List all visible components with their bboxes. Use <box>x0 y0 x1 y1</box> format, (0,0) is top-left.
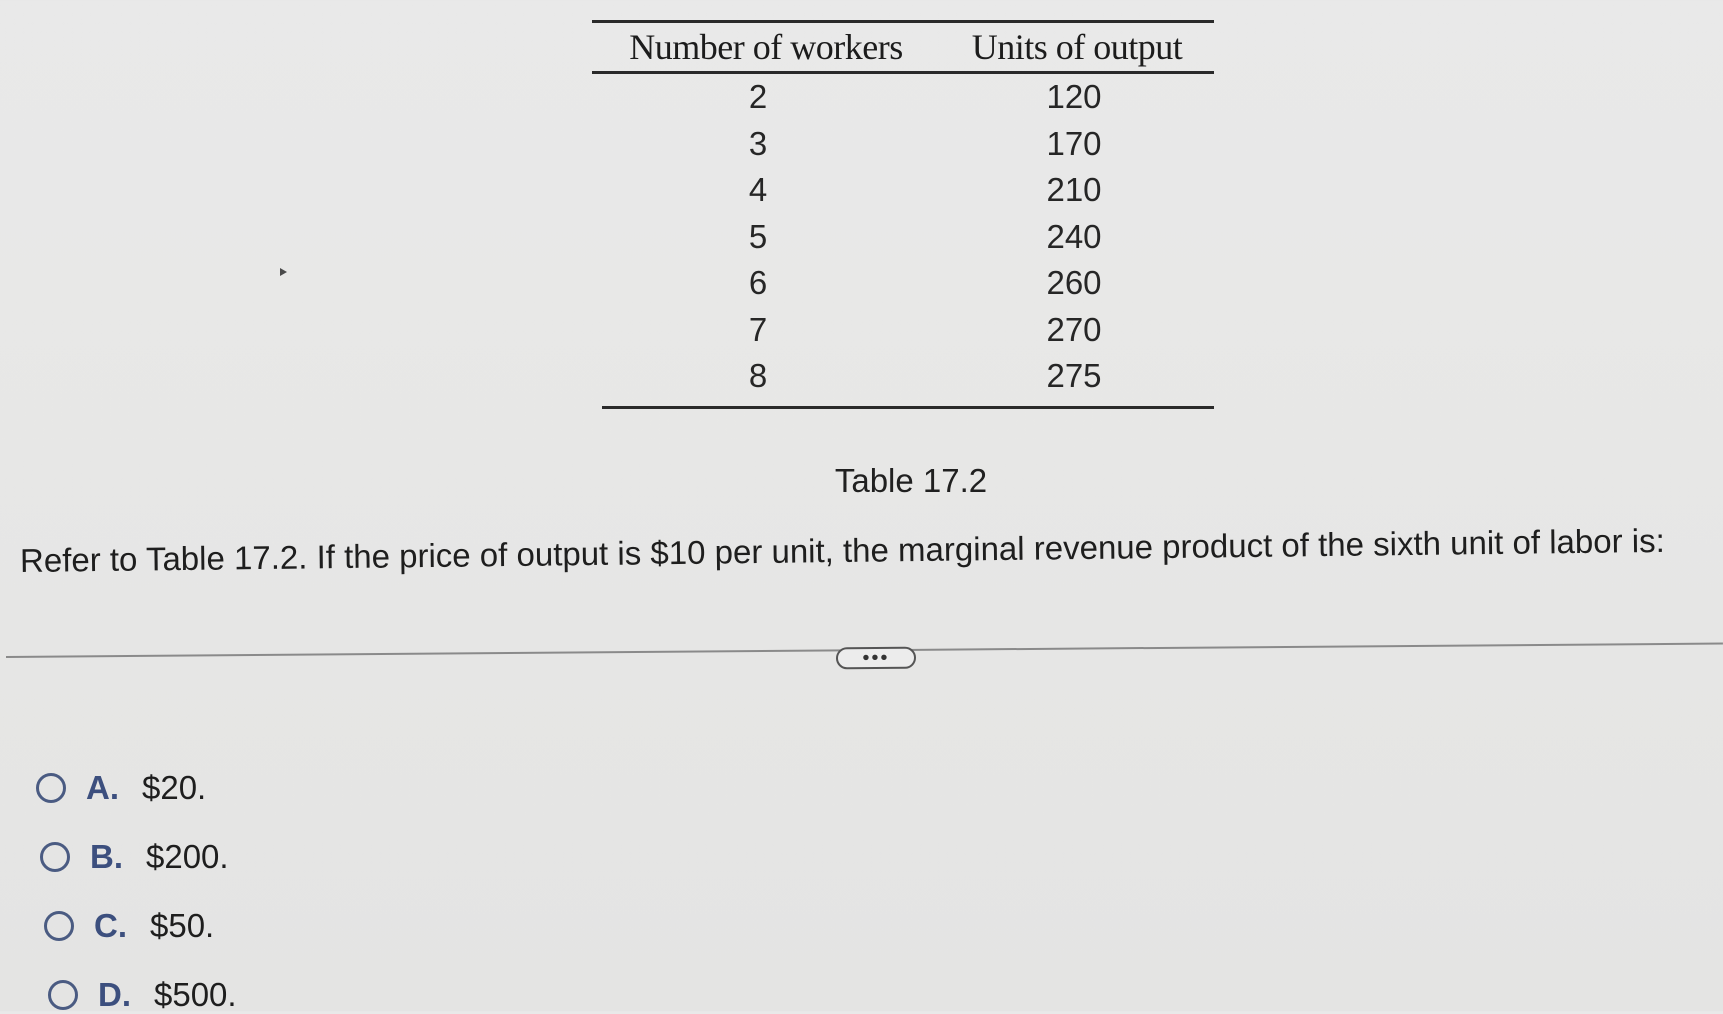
workers-cell: 8 <box>748 357 768 395</box>
radio-button[interactable] <box>40 842 70 872</box>
output-cell: 210 <box>1046 171 1102 209</box>
option-text: $200. <box>146 838 229 875</box>
output-cell: 270 <box>1046 310 1102 348</box>
header-output: Units of output <box>971 27 1183 67</box>
output-cell: 240 <box>1046 217 1102 255</box>
workers-cell: 6 <box>748 264 768 302</box>
output-cell: 275 <box>1046 357 1102 395</box>
option-a[interactable] <box>36 769 206 807</box>
option-text: $20. <box>142 769 207 806</box>
workers-cell: 5 <box>748 217 768 255</box>
radio-button[interactable] <box>36 773 66 803</box>
output-cell: 120 <box>1046 78 1102 116</box>
output-table <box>592 20 1214 409</box>
table-row <box>592 167 1214 214</box>
question-text: Refer to Table 17.2. If the price of output is $10 per unit, the marginal revenue product of the sixth unit of labor is: <box>19 521 1665 579</box>
option-text: $500. <box>154 976 237 1013</box>
option-letter: B. <box>90 838 123 875</box>
table-row <box>592 121 1214 168</box>
workers-cell: 4 <box>748 171 768 209</box>
workers-cell: 2 <box>748 78 768 116</box>
option-text: $50. <box>150 907 215 944</box>
table-bottom-rule <box>602 406 1214 409</box>
output-cell: 260 <box>1046 264 1102 302</box>
option-letter: A. <box>86 769 119 806</box>
table-row <box>592 74 1214 121</box>
option-d[interactable] <box>48 976 237 1014</box>
more-button[interactable]: ••• <box>836 647 916 670</box>
option-b[interactable] <box>40 838 229 876</box>
table-body <box>592 74 1214 400</box>
table-row <box>592 307 1214 354</box>
table-row <box>592 353 1214 400</box>
option-letter: D. <box>98 976 131 1013</box>
table-row <box>592 214 1214 261</box>
output-cell: 170 <box>1046 124 1102 162</box>
workers-cell: 3 <box>748 124 768 162</box>
table-row <box>592 260 1214 307</box>
radio-button[interactable] <box>48 980 78 1010</box>
header-workers: Number of workers <box>629 27 903 67</box>
cursor-mark <box>280 268 287 276</box>
radio-button[interactable] <box>44 911 74 941</box>
option-c[interactable] <box>44 907 214 945</box>
table-caption: Table 17.2 <box>834 462 988 499</box>
workers-cell: 7 <box>748 310 768 348</box>
table-header <box>592 23 1214 71</box>
option-letter: C. <box>94 907 127 944</box>
